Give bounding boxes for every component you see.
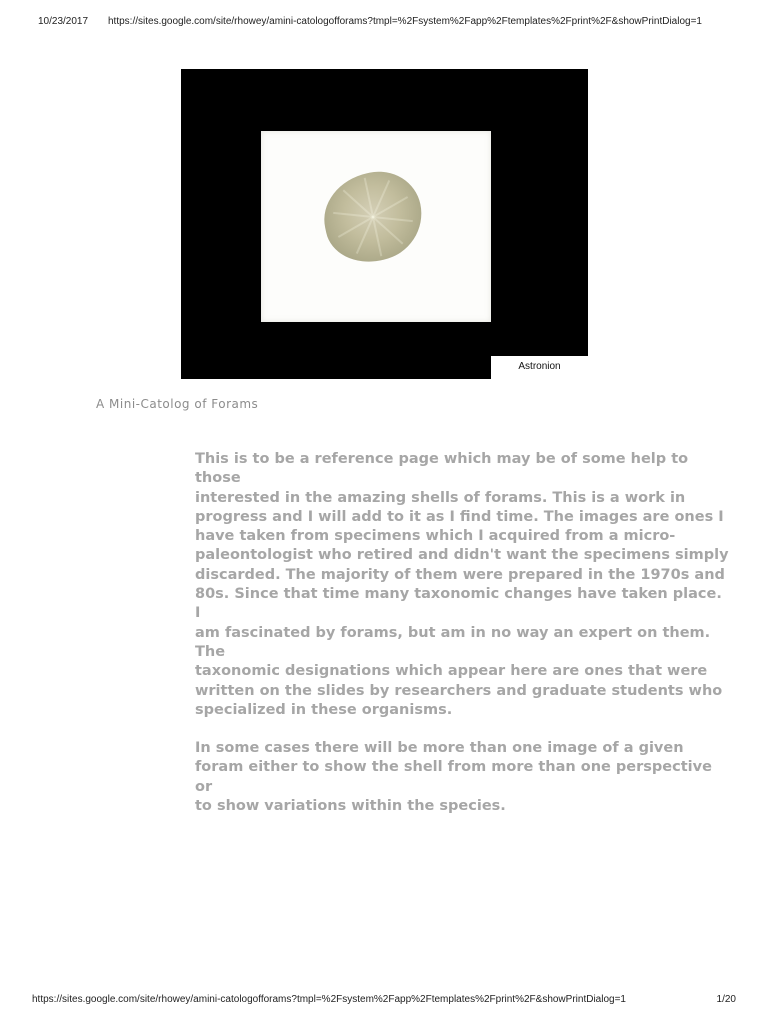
specimen-slide xyxy=(261,131,491,322)
specimen-photo xyxy=(181,69,588,379)
photo-caption: Astronion xyxy=(518,361,561,372)
intro-paragraph-1: This is to be a reference page which may be of some help to those interested in the amazing shells of forams. This is a work in progress and I will add to it as I find time. The images are ones I have taken from specimens which I acquired from a micro- paleontologist who retired and didn't want the specimens simply discarded. The majority of them were prepared in the 1970s and 80s. Since that time many taxonomic changes have taken place. I am fascinated by forams, but am in no way an expert on them. The taxonomic designations which appear here are ones that were written on the slides by researchers and graduate students who specialized in these organisms. xyxy=(195,451,729,718)
print-header-url: https://sites.google.com/site/rhowey/amini-catologofforams?tmpl=%2Fsystem%2Fapp%2Ftemplates%2Fprint%2F&showPrintDialog=1 xyxy=(108,16,702,27)
print-date: 10/23/2017 xyxy=(38,16,89,27)
print-footer-url: https://sites.google.com/site/rhowey/amini-catologofforams?tmpl=%2Fsystem%2Fapp%2Ftemplates%2Fprint%2F&showPrintDialog=1 xyxy=(32,994,626,1005)
foram-specimen-image xyxy=(316,164,430,270)
site-title: A Mini-Catolog of Forams xyxy=(96,397,259,411)
page-number: 1/20 xyxy=(716,994,736,1005)
photo-caption-box xyxy=(491,356,588,379)
intro-text xyxy=(195,450,730,816)
intro-paragraph-2: In some cases there will be more than one image of a given foram either to show the shell from more than one perspective or to show variations within the species. xyxy=(195,740,712,815)
